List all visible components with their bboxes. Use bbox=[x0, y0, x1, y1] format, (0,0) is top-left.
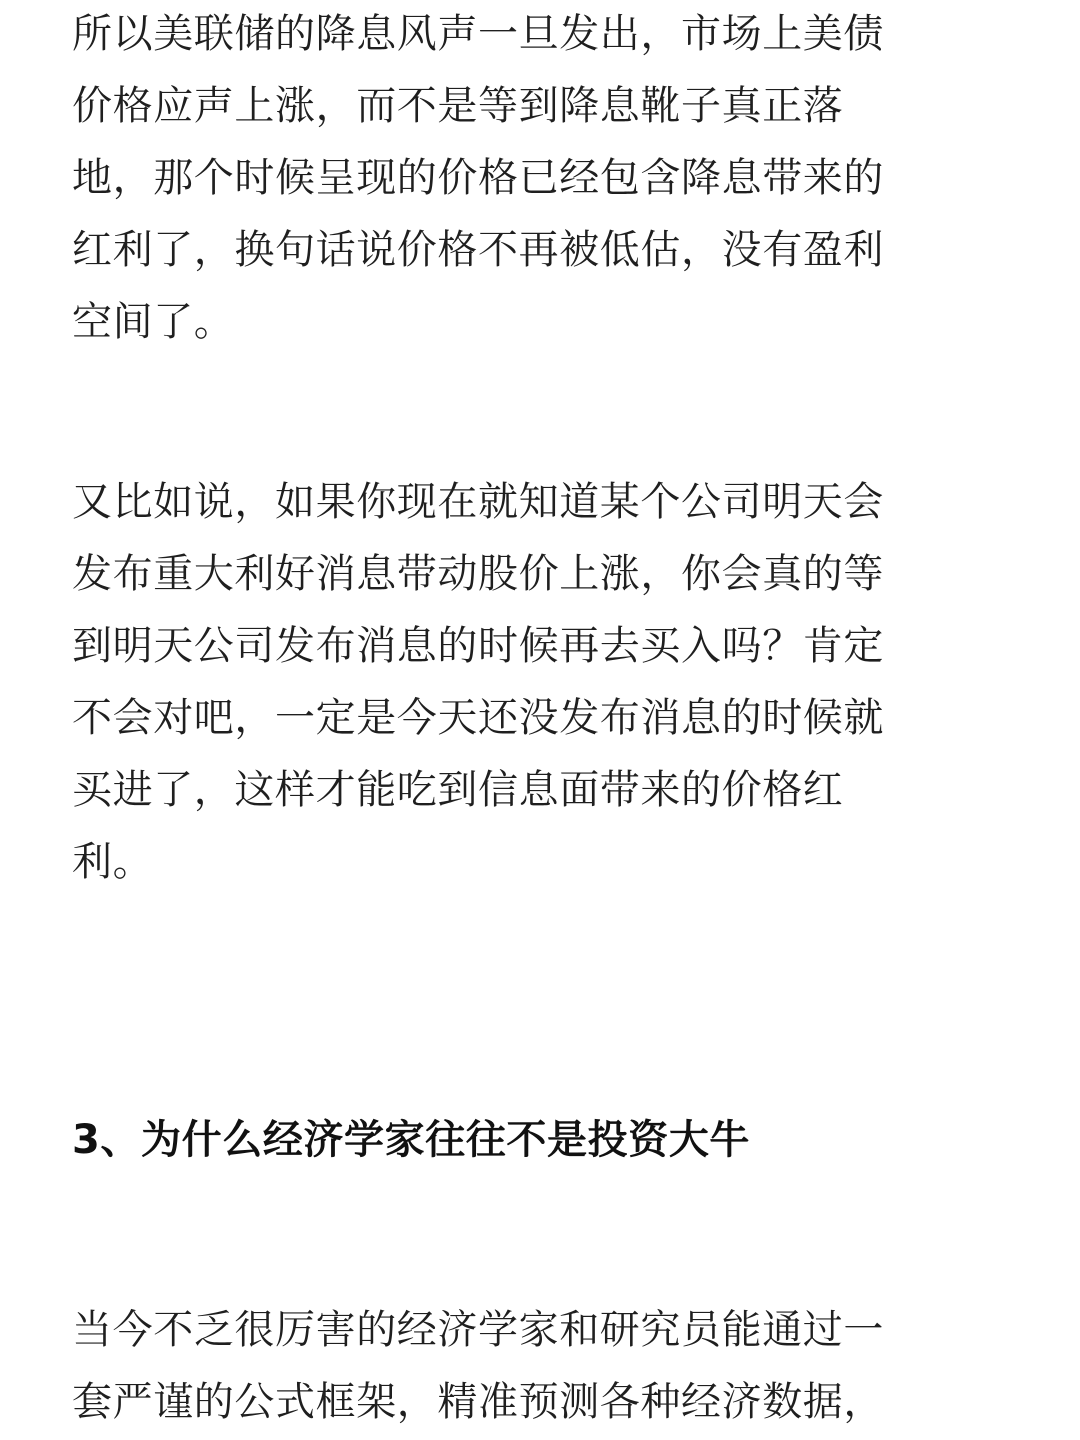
paragraph-stock-example bbox=[72, 466, 1012, 898]
text-line: 不会对吧，一定是今天还没发布消息的时候就 bbox=[72, 695, 884, 741]
paragraph-rate-cut bbox=[72, 0, 1012, 358]
text-line: 又比如说，如果你现在就知道某个公司明天会 bbox=[72, 479, 884, 525]
paragraph-economists bbox=[72, 1294, 1012, 1438]
text-line: 到明天公司发布消息的时候再去买入吗？肯定 bbox=[72, 623, 884, 669]
section-heading: 3、为什么经济学家往往不是投资大牛 bbox=[72, 1117, 751, 1163]
text-line: 所以美联储的降息风声一旦发出，市场上美债 bbox=[72, 11, 884, 57]
text-line: 买进了，这样才能吃到信息面带来的价格红 bbox=[72, 767, 844, 813]
text-line: 地，那个时候呈现的价格已经包含降息带来的 bbox=[72, 155, 884, 201]
text-line: 空间了。 bbox=[72, 299, 235, 345]
text-line: 套严谨的公式框架，精准预测各种经济数据， bbox=[72, 1379, 884, 1425]
text-line: 发布重大利好消息带动股价上涨，你会真的等 bbox=[72, 551, 884, 597]
text-line: 价格应声上涨，而不是等到降息靴子真正落 bbox=[72, 83, 844, 129]
text-line: 利。 bbox=[72, 839, 154, 885]
text-line: 当今不乏很厉害的经济学家和研究员能通过一 bbox=[72, 1307, 884, 1353]
text-line: 红利了，换句话说价格不再被低估，没有盈利 bbox=[72, 227, 884, 273]
